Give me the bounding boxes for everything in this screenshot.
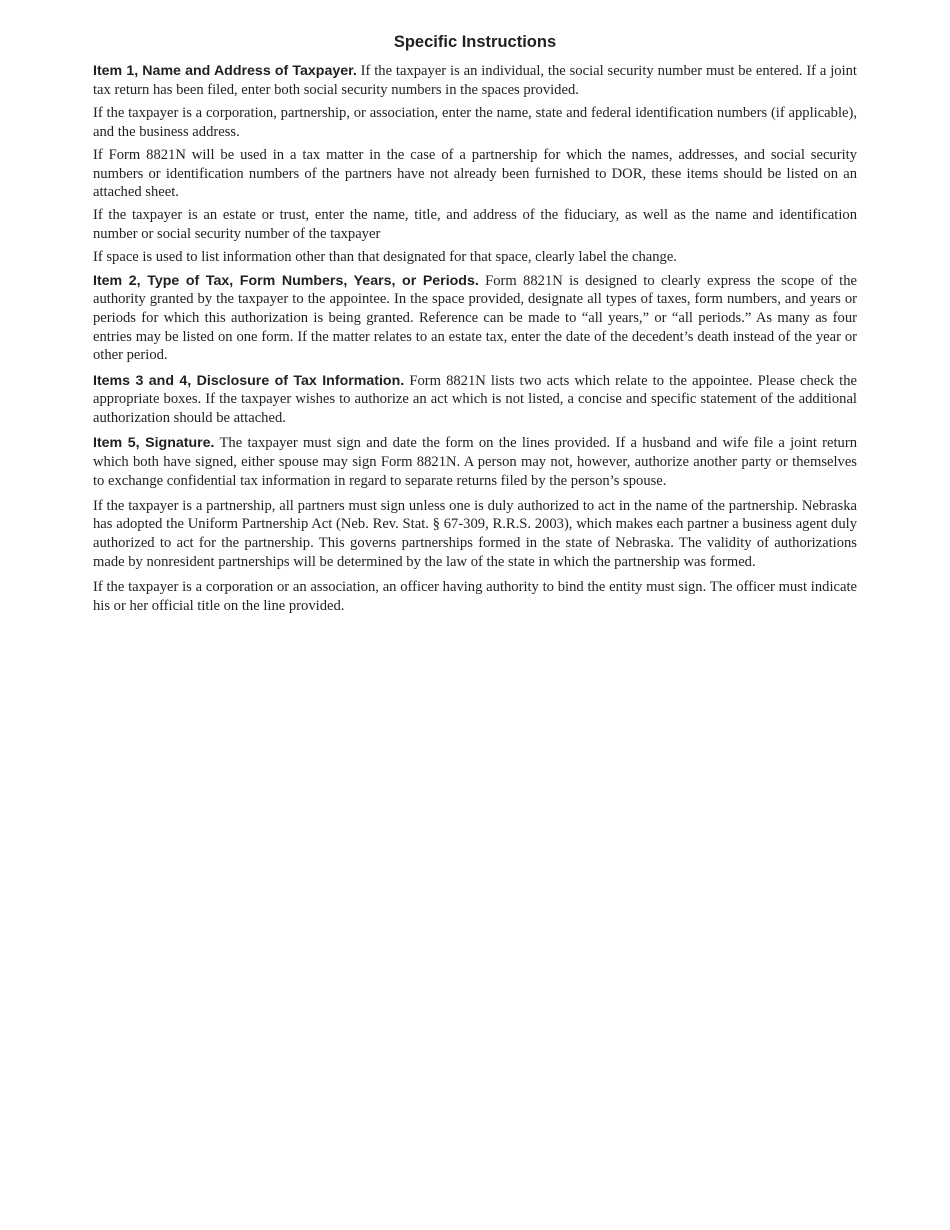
- item-5-partnership-paragraph: [93, 497, 857, 572]
- items-3-4-paragraph: [93, 372, 857, 428]
- item-5-corporation-text: If the taxpayer is a corporation or an association, an officer having authority to bind the entity must sign. The officer must indicate his or her official title on the line provided.: [93, 579, 857, 614]
- item-2-heading: Item 2, Type of Tax, Form Numbers, Years, or Periods.: [93, 272, 479, 289]
- item-5-partnership-text: If the taxpayer is a partnership, all partners must sign unless one is duly authorized to act in the name of the partnership. Nebraska has adopted the Uniform Partnership Act (Neb. Rev. Stat. § 67-309, R.R.S. 2003), which makes each partner a business agent duly authorized to act for the partnership. This governs partnerships formed in the state of Nebraska. The validity of authorizations made by nonresident partnerships will be determined by the law of the state in which the partnership was formed.: [93, 497, 857, 570]
- item-5-paragraph: [93, 434, 857, 490]
- item-1-heading: Item 1, Name and Address of Taxpayer.: [93, 63, 357, 79]
- page-title: Specific Instructions: [393, 33, 557, 51]
- items-3-4-heading: Items 3 and 4, Disclosure of Tax Information.: [93, 372, 405, 389]
- item-1-corporation-text: If the taxpayer is a corporation, partnership, or association, enter the name, state and federal identification numbers (if applicable), and the business address.: [93, 104, 857, 140]
- item-1-paragraph: [93, 62, 857, 99]
- item-2-paragraph: [93, 272, 857, 366]
- item-1-corporation-paragraph: [93, 104, 857, 141]
- instructions-page: [93, 31, 857, 620]
- item-5-text: The taxpayer must sign and date the form on the lines provided. If a husband and wife file a joint return which both have signed, either spouse may sign Form 8821N. A person may not, however, authorize another party or themselves to exchange confidential tax information in regard to separate returns filed by the person’s spouse.: [93, 435, 857, 489]
- item-1-estate-paragraph: [93, 206, 857, 243]
- item-1-text: If the taxpayer is an individual, the social security number must be entered. If a joint tax return has been filed, enter both social security numbers in the spaces provided.: [93, 63, 857, 98]
- items-3-4-text: Form 8821N lists two acts which relate to the appointee. Please check the appropriate boxes. If the taxpayer wishes to authorize an act which is not listed, a concise and specific statement of the additional authorization should be attached.: [93, 372, 857, 426]
- item-1-partnership-text: If Form 8821N will be used in a tax matter in the case of a partnership for which the names, addresses, and social security numbers or identification numbers of the partners have not already been furnished to DOR, these items should be listed on an attached sheet.: [93, 146, 857, 201]
- item-5-heading: Item 5, Signature.: [93, 435, 215, 452]
- item-1-space-text: If space is used to list information other than that designated for that space, clearly label the change.: [93, 249, 677, 266]
- item-1-partnership-paragraph: [93, 146, 857, 202]
- item-2-text: Form 8821N is designed to clearly express the scope of the authority granted by the taxpayer to the appointee. In the space provided, designate all types of taxes, form numbers, and years or periods for which this authorization is being granted. Reference can be made to “all years,” or “all periods.” As many as four entries may be listed on one form. If the matter relates to an estate tax, enter the date of the decedent’s death instead of the year or other period.: [93, 272, 857, 364]
- item-1-space-paragraph: [93, 248, 857, 267]
- item-1-estate-text: If the taxpayer is an estate or trust, enter the name, title, and address of the fiduciary, as well as the name and identification number or social security number of the taxpayer: [93, 207, 857, 243]
- item-5-corporation-paragraph: [93, 578, 857, 615]
